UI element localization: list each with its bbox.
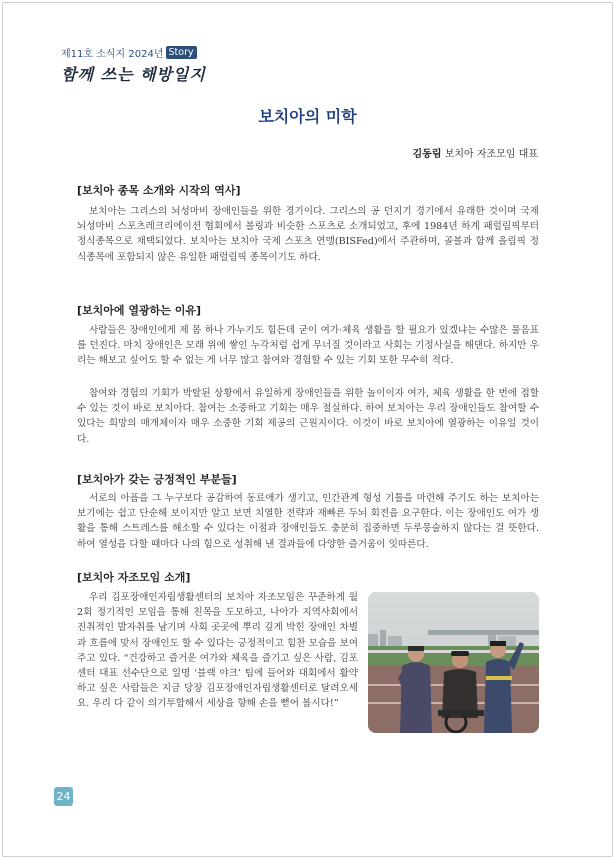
series-title: 함께 쓰는 해방일지 [61, 65, 206, 84]
paragraph: 사람들은 장애인에게 제 몸 하나 가누기도 힘든데 굳이 여가·체육 생활을 할 필요가 있겠냐는 수많은 물음표를 던진다. 마치 장애인은 모래 위에 쌓인 누각처럼 쉽게 무너질 것이라고 사회는 기정사실을 해댄다. 하지만 우리는 해보고 싶어도 할 수 없는 게 너무 많고 참여와 경험할 수 있는 기회 또한 무수히 적다. [77, 325, 539, 367]
issue-label: 제11호 소식지 2024년 [61, 49, 164, 60]
section-heading: [보치아 자조모임 소개] [77, 571, 191, 584]
author-name: 김동림 [412, 149, 442, 160]
newsletter-header [61, 45, 206, 85]
issue-line [61, 45, 206, 60]
story-badge: Story [166, 46, 197, 59]
section-heading: [보치아가 갖는 긍정적인 부분들] [77, 473, 237, 486]
section-heading: [보치아 종목 소개와 시작의 역사] [77, 184, 241, 197]
section-heading: [보치아에 열광하는 이유] [77, 304, 201, 317]
page-number: 24 [54, 787, 73, 806]
author-line [413, 145, 538, 160]
group-photo [368, 592, 539, 733]
article-title: 보치아의 미학 [258, 107, 357, 126]
group-photo-illustration [368, 592, 539, 733]
paragraph: 보치아는 그리스의 뇌성마비 장애인들을 위한 경기이다. 그리스의 공 던지기 경기에서 유래한 것이며 국제 뇌성마비 스포츠레크리에이션 협회에서 볼링과 비슷한 스포츠로 소개되었고, 후에 1984년 하계 패럴림픽부터 정식종목으로 채택되었다. 보치아는 보치아 국제 스포츠 연맹(BISFed)에서 주관하며, 골볼과 함께 올림픽 정식종목에 포함되지 않은 유일한 패럴림픽 종목이기도 하다. [77, 206, 539, 263]
paragraph: 서로의 아픔을 그 누구보다 공감하여 동료애가 생기고, 인간관계 형성 기틀을 마련해 주기도 하는 보치아는 보기에는 쉽고 단순해 보이지만 알고 보면 치열한 전략과 재빠른 두뇌 회전을 요구한다. 이는 장애인도 여가 생활을 통해 스트레스를 해소할 수 있다는 이점과 장애인들도 충분히 집중하면 두루뭉술하지 않다는 걸 뜻한다. 하여 열성을 다할 때마다 나의 힘으로 성취해 낸 결과들에 다양한 즐거움이 잇따른다. [77, 493, 539, 550]
paragraph: 우리 김포장애인자립생활센터의 보치아 자조모임은 꾸준하게 월 2회 정기적인 모임을 통해 친목을 도모하고, 나아가 지역사회에서 진취적인 발자취를 남기며 사회 곳곳에 뿌리 깊게 박힌 장애인 차별과 흐름에 맞서 장애인도 할 수 있다는 긍정적이고 힘찬 모습을 보여주고 있다. “건강하고 즐거운 여가와 체육을 즐기고 싶은 사람, 김포센터 대표 선수단으로 일명 ‘블랙 야크’ 팀에 들어와 대회에서 활약하고 싶은 사람들은 지금 당장 김포장애인자립생활센터로 달려오세요. 우리 다 같이 의기투합해서 세상을 향해 손을 뻗어 봅시다!” [77, 592, 358, 710]
author-role: 보치아 자조모임 대표 [444, 149, 538, 160]
paragraph: 참여와 경험의 기회가 박탈된 상황에서 유일하게 장애인들을 위한 놀이이자 여가, 체육 생활을 한 번에 접할 수 있는 것이 바로 보치아다. 참여는 소중하고 기회는 매우 절실하다. 하여 보치아는 우리 장애인들도 참여할 수 있다는 희망의 매개체이자 매우 소중한 기회 제공의 근원지이다. 이것이 바로 보치아에 열광하는 이유일 것이다. [77, 388, 539, 445]
